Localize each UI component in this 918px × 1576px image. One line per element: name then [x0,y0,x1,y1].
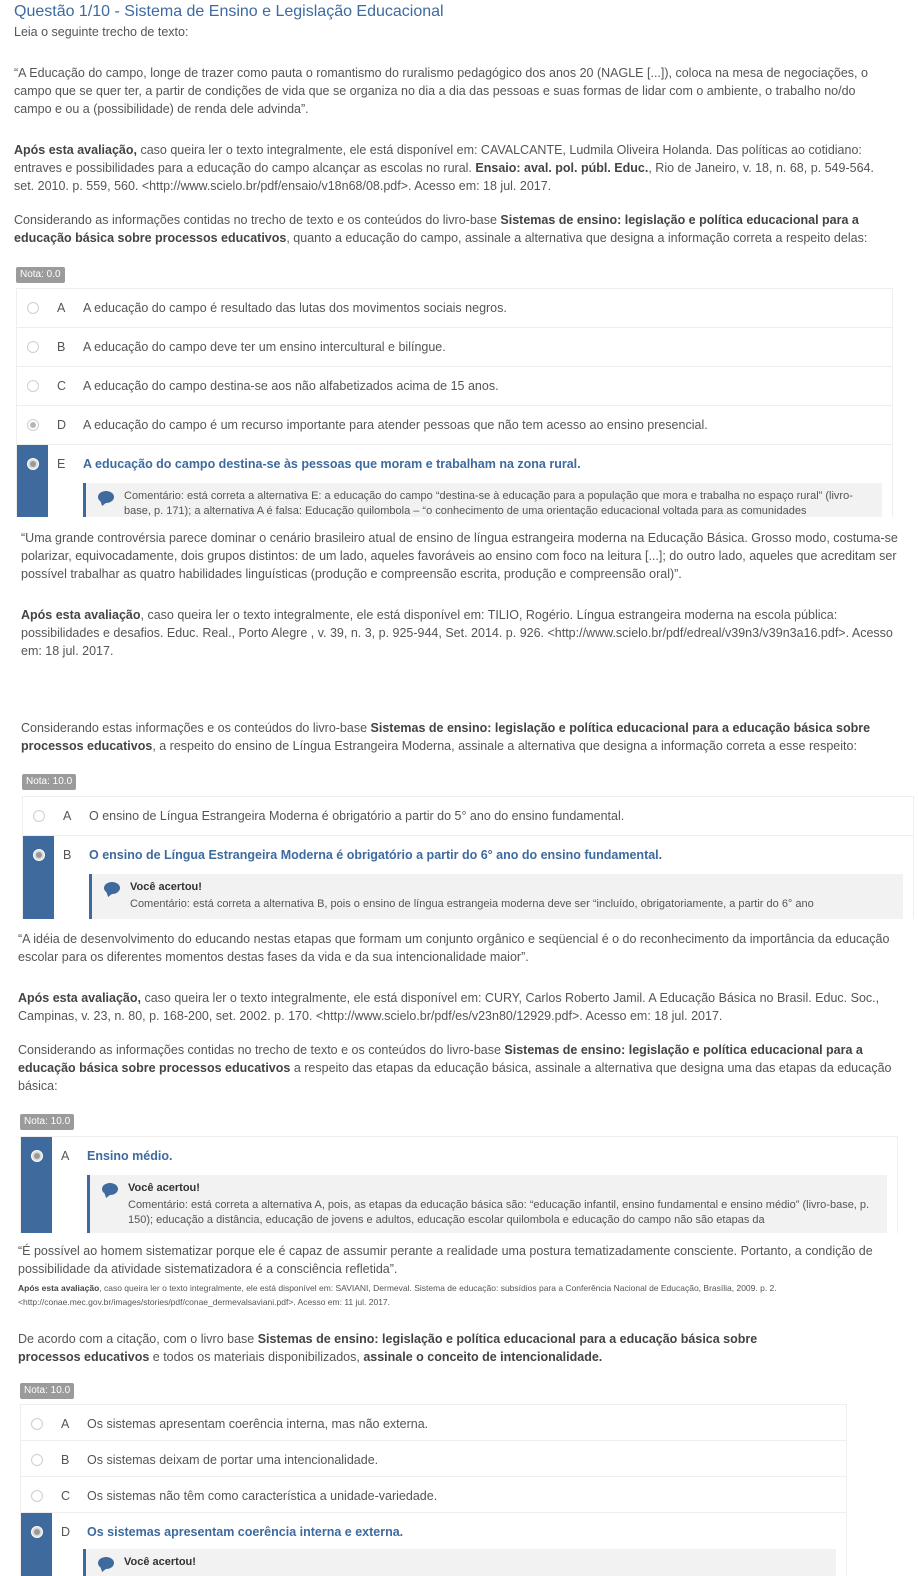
option-b[interactable]: B Os sistemas deixam de portar uma intencionalidade. [21,1441,846,1477]
q4-reference: Após esta avaliação, caso queira ler o texto integralmente, ele está disponível em: SAVIANI, Dermeval. Sistema de educação: subsídios para a Conferência Nacional de Educação, Brasília, 2009. p. 2. <http://conae.mec.gov.br/images/stories/pdf/conae_dermevalsaviani.pdf>. Acesso em: 11 jul. 2017. [18,1283,777,1307]
feedback-comment: Você acertou! Comentário: está correta a alternativa B, pois o ensino de língua estrangeia moderna deve ser “incluído, obrigatoriamente, a partir do 6° ano [89,874,903,919]
option-a[interactable]: A O ensino de Língua Estrangeira Moderna é obrigatório a partir do 5° ano do ensino fundamental. [23,797,913,836]
correct-indicator-bar [17,445,48,517]
option-b[interactable]: B A educação do campo deve ter um ensino intercultural e bilíngue. [17,328,892,367]
q1-quote: “A Educação do campo, longe de trazer como pauta o romantismo do ruralismo pedagógico dos anos 20 (NAGLE [...]), coloca na mesa de negociações, o campo que se quer ter, a partir de condições de vida que se organiza no dia a dia das pessoas e suas formas de lidar com o ambiente, o trabalho no/do campo e ou a (possibilidade) de renda dele advinda”. [14,66,868,116]
q4-options [20,1404,847,1576]
question-title: Questão 1/10 - Sistema de Ensino e Legislação Educacional [14,3,444,20]
option-d[interactable]: D A educação do campo é um recurso importante para atender pessoas que não tem acesso ao ensino presencial. [17,406,892,445]
comment-icon [98,1557,114,1569]
q1-options [16,288,893,517]
radio-button[interactable] [33,810,45,822]
radio-button[interactable] [27,380,39,392]
feedback-comment: Comentário: está correta a alternativa E: a educação do campo “destina-se à educação para a população que mora e trabalha no espaço rural” (livro-base, p. 171); a alternativa A é falsa: Educação quilombola – “o conhecimento de uma orientação educacional voltada para as comunidades [83,483,882,517]
q2-options [22,796,914,919]
q1-reference: Após esta avaliação, caso queira ler o texto integralmente, ele está disponível em: CAVALCANTE, Ludmila Oliveira Holanda. Das políticas ao cotidiano: entraves e possibilidades para a educação do campo alcançar as escolas no rural. Ensaio: aval. pol. públ. Educ., Rio de Janeiro, v. 18, n. 68, p. 549-564. set. 2010. p. 559, 560. <http://www.scielo.br/pdf/ensaio/v18n68/08.pdf>. Acesso em: 18 jul. 2017. [14,143,874,193]
q2-quote: “Uma grande controvérsia parece dominar o cenário brasileiro atual de ensino de língua estrangeira moderna na Educação Básica. Grosso modo, costuma-se polarizar, equivocadamente, dois grupos distintos: de um lado, aqueles favoráveis ao ensino com foco na leitura [...]; do outro lado, aqueles que acreditam ser possível trabalhar as quatro habilidades linguísticas (produção e compreensão escrita, produção e compreensão oral)”. [21,531,898,581]
q4-quote: “É possível ao homem sistematizar porque ele é capaz de assumir perante a realidade uma postura tematizadamente consciente. Portanto, a condição de possibilidade da atividade sistematizadora é a consciência refletida”. [18,1244,873,1276]
option-d-correct[interactable]: D Os sistemas apresentam coerência interna e externa. Você acertou! [21,1513,846,1576]
comment-icon [102,1183,118,1195]
q3-options [20,1136,898,1233]
radio-button[interactable] [33,849,45,861]
option-a[interactable]: A A educação do campo é resultado das lutas dos movimentos sociais negros. [17,289,892,328]
radio-button[interactable] [27,302,39,314]
radio-button[interactable] [31,1526,43,1538]
grade-badge: Nota: 10.0 [20,1383,74,1399]
option-a-correct[interactable]: A Ensino médio. Você acertou! Comentário: está correta a alternativa A, pois, as etapas da educação básica são: “educação infantil, ensino fundamental e ensino médio” (livro-base, p. 150); educação a distância, educação de jovens e adultos, educação escolar quilombola e educação do campo não são etapas da [21,1137,897,1233]
comment-icon [104,882,120,894]
option-c[interactable]: C Os sistemas não têm como característica a unidade-variedade. [21,1477,846,1513]
q1-prompt: Considerando as informações contidas no trecho de texto e os conteúdos do livro-base Sistemas de ensino: legislação e política educacional para a educação básica sobre processos educativos, quanto a educação do campo, assinale a alternativa que designa a informação correta a respeito delas: [14,213,868,245]
feedback-comment: Você acertou! Comentário: está correta a alternativa A, pois, as etapas da educação básica são: “educação infantil, ensino fundamental e ensino médio” (livro-base, p. 150); educação a distância, educação de jovens e adultos, educação escolar quilombola e educação do campo não são etapas da [87,1175,887,1233]
q3-reference: Após esta avaliação, caso queira ler o texto integralmente, ele está disponível em: CURY, Carlos Roberto Jamil. A Educação Básica no Brasil. Educ. Soc., Campinas, v. 23, n. 80, p. 168-200, set. 2002. p. 170. <http://www.scielo.br/pdf/es/v23n80/12929.pdf>. Acesso em: 18 jul. 2017. [18,991,880,1023]
radio-button[interactable] [31,1150,43,1162]
q3-prompt: Considerando as informações contidas no trecho de texto e os conteúdos do livro-base Sistemas de ensino: legislação e política educacional para a educação básica sobre processos educativos a respeito das etapas da educação básica, assinale a alternativa que designa uma das etapas da educação básica: [18,1043,892,1093]
radio-button[interactable] [27,341,39,353]
radio-button[interactable] [31,1418,43,1430]
grade-badge: Nota: 10.0 [20,1114,74,1130]
radio-button[interactable] [31,1454,43,1466]
grade-badge: Nota: 0.0 [16,267,65,283]
grade-badge: Nota: 10.0 [22,774,76,790]
question-instruction: Leia o seguinte trecho de texto: [14,25,189,39]
q2-reference: Após esta avaliação, caso queira ler o texto integralmente, ele está disponível em: TILIO, Rogério. Língua estrangeira moderna na escola pública: possibilidades e desafios. Educ. Real., Porto Alegre , v. 39, n. 3, p. 925-944, Set. 2014. p. 926. <http://www.scielo.br/pdf/edreal/v39n3/v39n3a16.pdf>. Acesso em: 18 jul. 2017. [21,608,893,658]
radio-button-selected[interactable] [27,419,39,431]
radio-button[interactable] [27,458,39,470]
q3-quote: “A idéia de desenvolvimento do educando nestas etapas que formam um conjunto orgânico e seqüencial é o do reconhecimento da importância da educação escolar para os diferentes momentos destas fases da vida e da sua intencionalidade maior”. [18,932,890,964]
option-e-correct[interactable]: E A educação do campo destina-se às pessoas que moram e trabalham na zona rural. Comentário: está correta a alternativa E: a educação do campo “destina-se à educação para a população que mora e trabalha no espaço rural” (livro-base, p. 171); a alternativa A é falsa: Educação quilombola – “o conhecimento de uma orientação educacional voltada para as comunidades [17,445,892,517]
q4-prompt: De acordo com a citação, com o livro base Sistemas de ensino: legislação e política educacional para a educação básica sobre processos educativos e todos os materiais disponibilizados, assinale o conceito de intencionalidade. [18,1332,758,1364]
option-b-correct[interactable]: B O ensino de Língua Estrangeira Moderna é obrigatório a partir do 6° ano do ensino fundamental. Você acertou! Comentário: está correta a alternativa B, pois o ensino de língua estrangeia moderna deve ser “incluído, obrigatoriamente, a partir do 6° ano [23,836,913,919]
radio-button[interactable] [31,1490,43,1502]
comment-icon [98,491,114,503]
option-c[interactable]: C A educação do campo destina-se aos não alfabetizados acima de 15 anos. [17,367,892,406]
correct-indicator-bar [21,1513,52,1576]
q2-prompt: Considerando estas informações e os conteúdos do livro-base Sistemas de ensino: legislação e política educacional para a educação básica sobre processos educativos, a respeito do ensino de Língua Estrangeira Moderna, assinale a alternativa que designa a informação correta a esse respeito: [21,721,871,753]
feedback-comment: Você acertou! [83,1549,836,1576]
option-a[interactable]: A Os sistemas apresentam coerência interna, mas não externa. [21,1405,846,1441]
